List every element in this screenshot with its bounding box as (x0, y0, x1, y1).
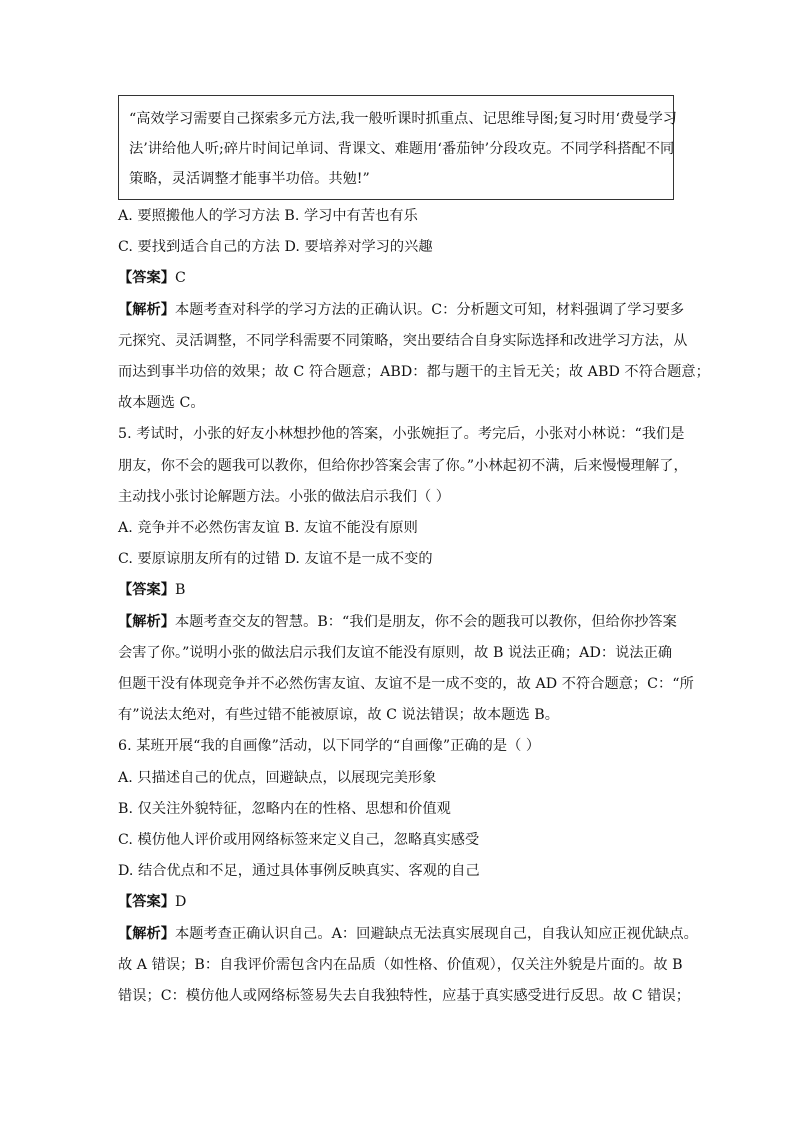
answer-value: B (174, 582, 186, 599)
answer-value: C (174, 270, 186, 287)
answer-value: D (174, 894, 187, 911)
analysis-text: 本题考查交友的智慧。B：“我们是朋友，你不会的题我可以教你，但给你抄答案 (174, 613, 677, 630)
q6-option-line: C. 模仿他人评价或用网络标签来定义自己，忽略真实感受 (118, 832, 480, 848)
q6-analysis-line (118, 924, 698, 944)
q6-analysis-line: 故 A 错误；B：自我评价需包含内在品质（如性格、价值观），仅关注外貌是片面的。故 B (118, 956, 683, 973)
q6-stem-line: 6. 某班开展“我的自画像”活动，以下同学的“自画像”正确的是（ ） (118, 738, 541, 755)
q5-analysis-line: 但题干没有体现竞争并不必然伤害友谊、友谊不是一成不变的，故 AD 不符合题意；C：“所 (118, 676, 694, 692)
answer-tag: 【答案】 (118, 582, 175, 599)
q5-analysis-line (118, 612, 677, 632)
analysis-tag: 【解析】 (118, 613, 175, 630)
quote-line: 法’讲给他人听;碎片时间记单词、背课文、难题用‘番茄钟’分段攻克。不同学科搭配不同 (129, 141, 675, 157)
quote-line: “高效学习需要自己探索多元方法,我一般听课时抓重点、记思维导图;复习时用‘费曼学习 (129, 111, 678, 127)
q6-analysis-line: 错误；C：模仿他人或网络标签易失去自我独特性，应基于真实感受进行反思。故 C 错误； (118, 988, 690, 1004)
analysis-text: 本题考查正确认识自己。A：回避缺点无法真实展现自己，自我认知应正视优缺点。 (174, 925, 698, 942)
q4-option-line: C. 要找到适合自己的方法 D. 要培养对学习的兴趣 (118, 239, 433, 256)
q4-analysis-line: 故本题选 C。 (118, 395, 205, 412)
q4-analysis-line (118, 300, 684, 320)
q6-option-line: D. 结合优点和不足，通过具体事例反映真实、客观的自己 (118, 863, 480, 880)
analysis-text: 本题考查对科学的学习方法的正确认识。C：分析题文可知，材料强调了学习要多 (174, 301, 685, 318)
q4-option-line: A. 要照搬他人的学习方法 B. 学习中有苦也有乐 (118, 208, 418, 224)
q5-option-line: A. 竞争并不必然伤害友谊 B. 友谊不能没有原则 (118, 520, 418, 536)
q5-analysis-line: 会害了你。”说明小张的做法启示我们友谊不能没有原则，故 B 说法正确；AD：说法正确 (118, 644, 673, 661)
q5-analysis-line: 有”说法太绝对，有些过错不能被原谅，故 C 说法错误；故本题选 B。 (118, 707, 560, 724)
q4-answer (118, 268, 186, 288)
quote-line: 策略，灵活调整才能事半功倍。共勉!” (129, 171, 370, 187)
q5-stem-line: 朋友，你不会的题我可以教你，但给你抄答案会害了你。”小林起初不满，后来慢慢理解了， (118, 457, 688, 474)
q5-stem-line: 主动找小张讨论解题方法。小张的做法启示我们（ ） (118, 488, 451, 505)
q5-option-line: C. 要原谅朋友所有的过错 D. 友谊不是一成不变的 (118, 551, 433, 568)
analysis-tag: 【解析】 (118, 925, 175, 942)
q5-answer (118, 580, 185, 600)
quote-box (118, 95, 678, 200)
analysis-tag: 【解析】 (118, 301, 175, 318)
q6-option-line: A. 只描述自己的优点，回避缺点，以展现完美形象 (118, 769, 437, 786)
q4-analysis-line: 而达到事半功倍的效果；故 C 符合题意；ABD：都与题干的主旨无关；故 ABD 不符合题意； (118, 364, 710, 380)
q6-answer (118, 892, 186, 912)
answer-tag: 【答案】 (118, 270, 175, 287)
q5-stem-line: 5. 考试时，小张的好友小林想抄他的答案，小张婉拒了。考完后，小张对小林说：“我们是 (118, 426, 685, 443)
q4-analysis-line: 元探究、灵活调整，不同学科需要不同策略，突出要结合自身实际选择和改进学习方法，从 (118, 332, 688, 349)
q6-option-line: B. 仅关注外貌特征，忽略内在的性格、思想和价值观 (118, 800, 451, 817)
answer-tag: 【答案】 (118, 894, 175, 911)
